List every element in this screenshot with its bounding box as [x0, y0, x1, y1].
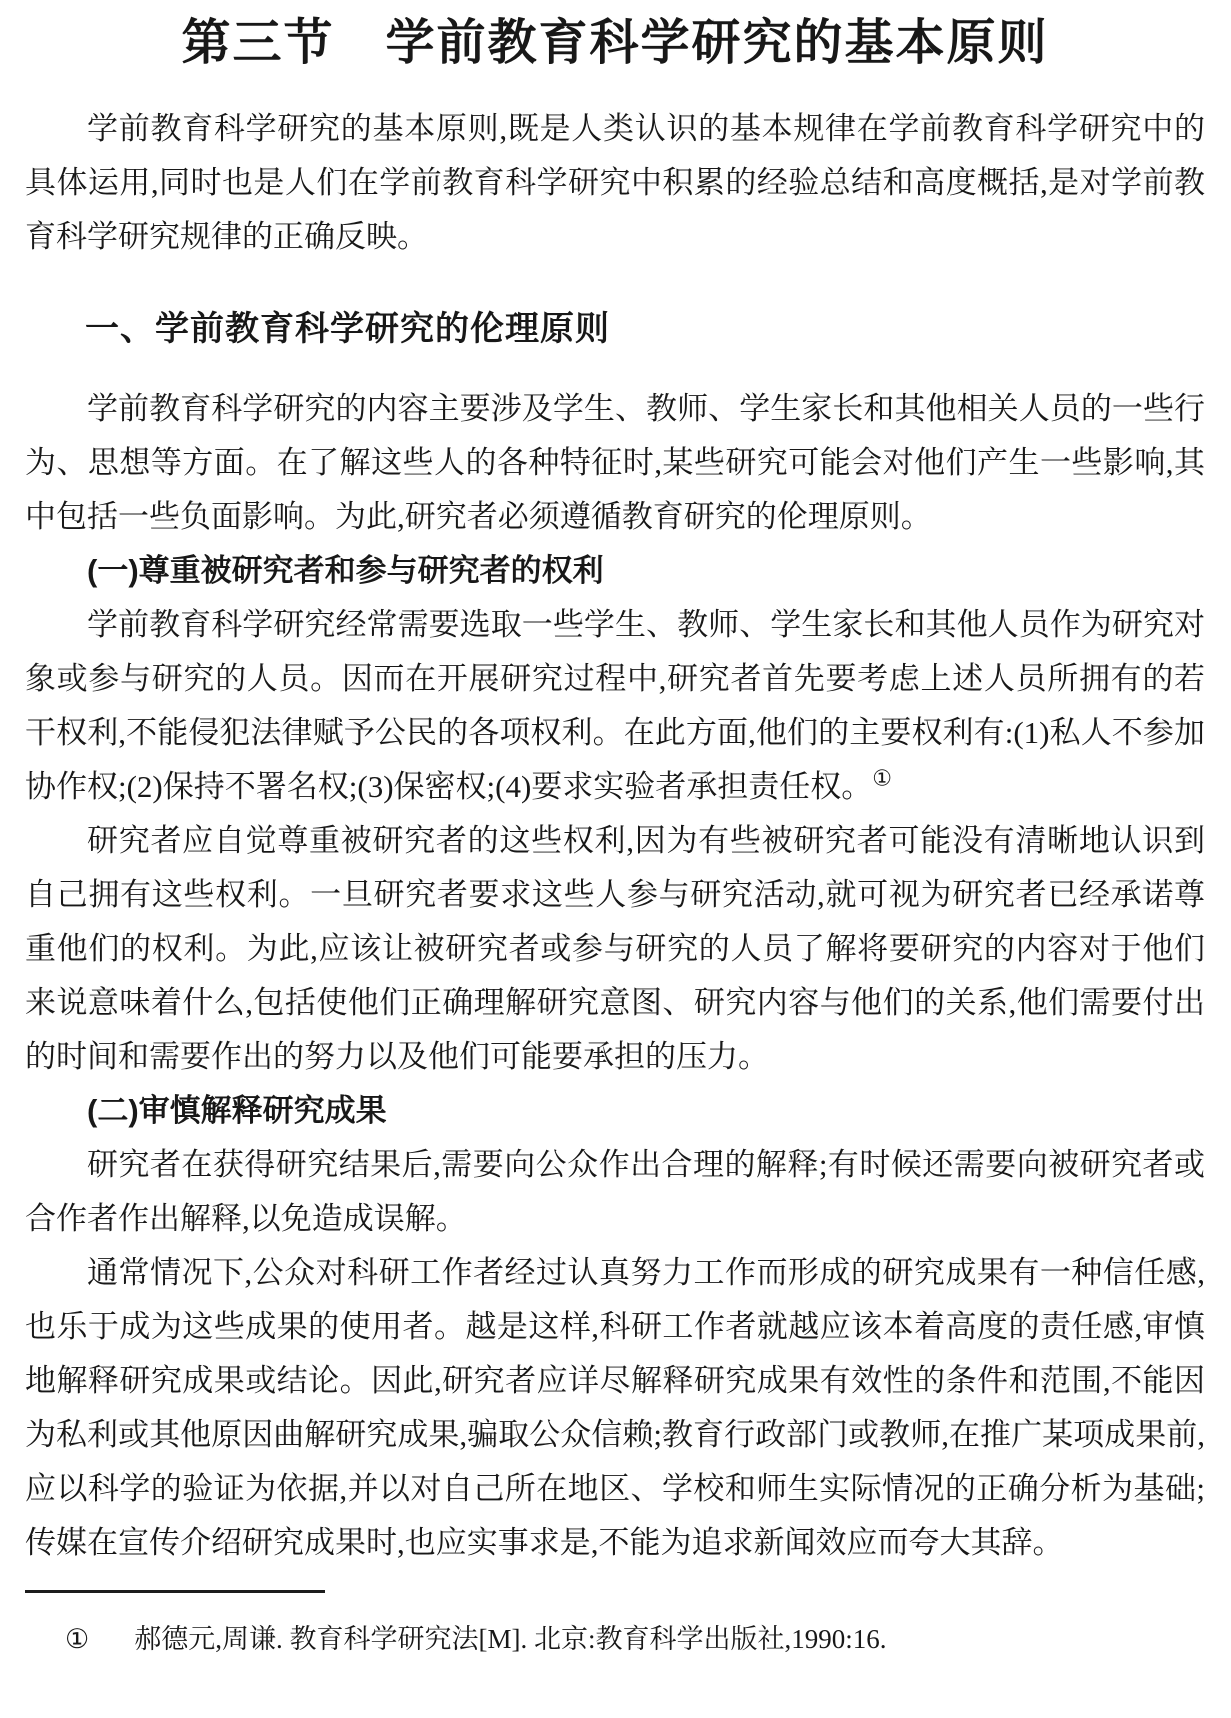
- footnote-area: [25, 1590, 1205, 1659]
- paragraph: 研究者应自觉尊重被研究者的这些权利,因为有些被研究者可能没有清晰地认识到自己拥有这些权利。一旦研究者要求这些人参与研究活动,就可视为研究者已经承诺尊重他们的权利。为此,应该让被研究者或参与研究的人员了解将要研究的内容对于他们来说意味着什么,包括使他们正确理解研究意图、研究内容与他们的关系,他们需要付出的时间和需要作出的努力以及他们可能要承担的压力。: [25, 823, 1205, 1074]
- page-title: 第三节 学前教育科学研究的基本原则: [181, 15, 1049, 70]
- paragraph: 通常情况下,公众对科研工作者经过认真努力工作而形成的研究成果有一种信任感,也乐于成为这些成果的使用者。越是这样,科研工作者就越应该本着高度的责任感,审慎地解释研究成果或结论。因此,研究者应详尽解释研究成果有效性的条件和范围,不能因为私利或其他原因曲解研究成果,骗取公众信赖;教育行政部门或教师,在推广某项成果前,应以科学的验证为依据,并以对自己所在地区、学校和师生实际情况的正确分析为基础;传媒在宣传介绍研究成果时,也应实事求是,不能为追求新闻效应而夸大其辞。: [25, 1255, 1205, 1560]
- subsection-2-heading: (二)审慎解释研究成果: [87, 1093, 387, 1128]
- paragraph: 研究者在获得研究结果后,需要向公众作出合理的解释;有时候还需要向被研究者或合作者作出解释,以免造成误解。: [25, 1147, 1205, 1236]
- intro-paragraph: 学前教育科学研究的基本原则,既是人类认识的基本规律在学前教育科学研究中的具体运用,同时也是人们在学前教育科学研究中积累的经验总结和高度概括,是对学前教育科学研究规律的正确反映。: [25, 111, 1205, 254]
- paragraph: [25, 598, 1205, 814]
- footnote-divider: [25, 1590, 325, 1593]
- paragraph-text: 学前教育科学研究经常需要选取一些学生、教师、学生家长和其他人员作为研究对象或参与研究的人员。因而在开展研究过程中,研究者首先要考虑上述人员所拥有的若干权利,不能侵犯法律赋予公民的各项权利。在此方面,他们的主要权利有:(1)私人不参加协作权;(2)保持不署名权;(3)保密权;(4)要求实验者承担责任权。: [25, 607, 1205, 804]
- footnote-text: 郝德元,周谦. 教育科学研究法[M]. 北京:教育科学出版社,1990:16.: [134, 1624, 887, 1654]
- subsection-1-heading: (一)尊重被研究者和参与研究者的权利: [87, 553, 604, 588]
- footnote-reference: ①: [872, 765, 893, 791]
- section-heading-ethics-principles: 一、学前教育科学研究的伦理原则: [85, 310, 610, 348]
- footnote: [25, 1619, 1205, 1659]
- section-lead-paragraph: 学前教育科学研究的内容主要涉及学生、教师、学生家长和其他相关人员的一些行为、思想等方面。在了解这些人的各种特征时,某些研究可能会对他们产生一些影响,其中包括一些负面影响。为此,研究者必须遵循教育研究的伦理原则。: [25, 391, 1205, 534]
- footnote-marker: ①: [65, 1624, 90, 1654]
